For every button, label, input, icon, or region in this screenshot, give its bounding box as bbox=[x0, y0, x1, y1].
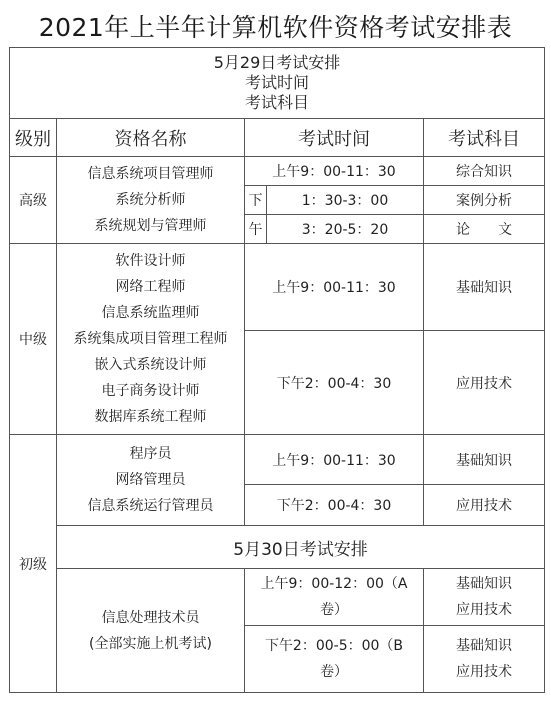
intermediate-am-time: 上午9：00-11：30 bbox=[245, 244, 424, 331]
banner-date: 5月29日考试安排 bbox=[213, 53, 341, 72]
intermediate-row-1 bbox=[10, 244, 545, 331]
senior-am-subject: 综合知识 bbox=[424, 157, 545, 186]
junior-pm-subject: 应用技术 bbox=[424, 485, 545, 526]
senior-pm-subject-1: 案例分析 bbox=[424, 186, 545, 215]
junior-banner-row bbox=[10, 526, 545, 569]
junior-second-am-subjects bbox=[424, 569, 545, 626]
senior-row-1 bbox=[10, 157, 545, 186]
intermediate-level: 中级 bbox=[10, 244, 57, 435]
junior-second-pm-time bbox=[245, 626, 424, 693]
junior-second-name-1: 信息处理技术员 bbox=[101, 609, 200, 626]
junior-name-3: 信息系统运行管理员 bbox=[87, 498, 214, 514]
junior-row-3 bbox=[10, 569, 545, 626]
junior-second-am-time-line-2: 卷） bbox=[320, 602, 348, 618]
banner-time: 考试时间 bbox=[245, 73, 310, 92]
page-title: 2021年上半年计算机软件资格考试安排表 bbox=[38, 13, 513, 42]
junior-second-pm-subject-2: 应用技术 bbox=[456, 664, 513, 680]
junior-names bbox=[57, 435, 245, 526]
junior-second-pm-time-line-1: 下午2：00-5：00（B bbox=[264, 638, 404, 654]
senior-pm-label-2: 午 bbox=[245, 215, 267, 244]
intermediate-name-4: 系统集成项目管理工程师 bbox=[73, 331, 228, 347]
junior-second-pm-subject-1: 基础知识 bbox=[456, 638, 513, 654]
header-time: 考试时间 bbox=[245, 119, 424, 157]
junior-name-2: 网络管理员 bbox=[115, 472, 186, 488]
intermediate-am-subject: 基础知识 bbox=[424, 244, 545, 331]
intermediate-pm-time: 下午2：00-4：30 bbox=[245, 331, 424, 435]
junior-second-am-subject-2: 应用技术 bbox=[456, 602, 513, 618]
junior-level: 初级 bbox=[10, 435, 57, 693]
junior-am-subject: 基础知识 bbox=[424, 435, 545, 485]
intermediate-name-1: 软件设计师 bbox=[115, 253, 186, 269]
intermediate-name-2: 网络工程师 bbox=[115, 279, 186, 295]
senior-pm-time-1: 1：30-3：00 bbox=[267, 186, 424, 215]
schedule-banner bbox=[10, 48, 545, 119]
senior-pm-subject-2: 论 文 bbox=[424, 215, 545, 244]
junior-second-am-time-line-1: 上午9：00-12：00（A bbox=[260, 576, 408, 592]
junior-second-name-2: (全部实施上机考试) bbox=[89, 635, 212, 652]
junior-second-pm-time-line-2: 卷） bbox=[320, 664, 348, 680]
senior-level: 高级 bbox=[10, 157, 57, 244]
header-name: 资格名称 bbox=[57, 119, 245, 157]
senior-name-2: 系统分析师 bbox=[115, 192, 186, 208]
senior-am-time: 上午9：00-11：30 bbox=[245, 157, 424, 186]
junior-second-pm-subjects bbox=[424, 626, 545, 693]
second-day-banner: 5月30日考试安排 bbox=[57, 526, 545, 569]
senior-pm-time-2: 3：20-5：20 bbox=[267, 215, 424, 244]
junior-second-am-subject-1: 基础知识 bbox=[456, 576, 513, 592]
header-row bbox=[10, 119, 545, 157]
junior-am-time: 上午9：00-11：30 bbox=[245, 435, 424, 485]
junior-row-1 bbox=[10, 435, 545, 485]
intermediate-name-5: 嵌入式系统设计师 bbox=[94, 357, 207, 373]
senior-name-3: 系统规划与管理师 bbox=[94, 218, 207, 234]
header-subject: 考试科目 bbox=[424, 119, 545, 157]
banner-subject: 考试科目 bbox=[245, 93, 310, 112]
intermediate-name-3: 信息系统监理师 bbox=[101, 305, 200, 321]
exam-schedule-table bbox=[9, 47, 545, 693]
intermediate-name-7: 数据库系统工程师 bbox=[94, 409, 207, 425]
senior-name-1: 信息系统项目管理师 bbox=[87, 166, 214, 182]
junior-name-1: 程序员 bbox=[129, 446, 172, 462]
intermediate-pm-subject: 应用技术 bbox=[424, 331, 545, 435]
junior-pm-time: 下午2：00-4：30 bbox=[245, 485, 424, 526]
junior-second-am-time bbox=[245, 569, 424, 626]
senior-pm-label-1: 下 bbox=[245, 186, 267, 215]
intermediate-names bbox=[57, 244, 245, 435]
intermediate-name-6: 电子商务设计师 bbox=[101, 383, 200, 399]
junior-second-names bbox=[57, 569, 245, 693]
header-level: 级别 bbox=[10, 119, 57, 157]
senior-names bbox=[57, 157, 245, 244]
banner-row bbox=[10, 48, 545, 119]
